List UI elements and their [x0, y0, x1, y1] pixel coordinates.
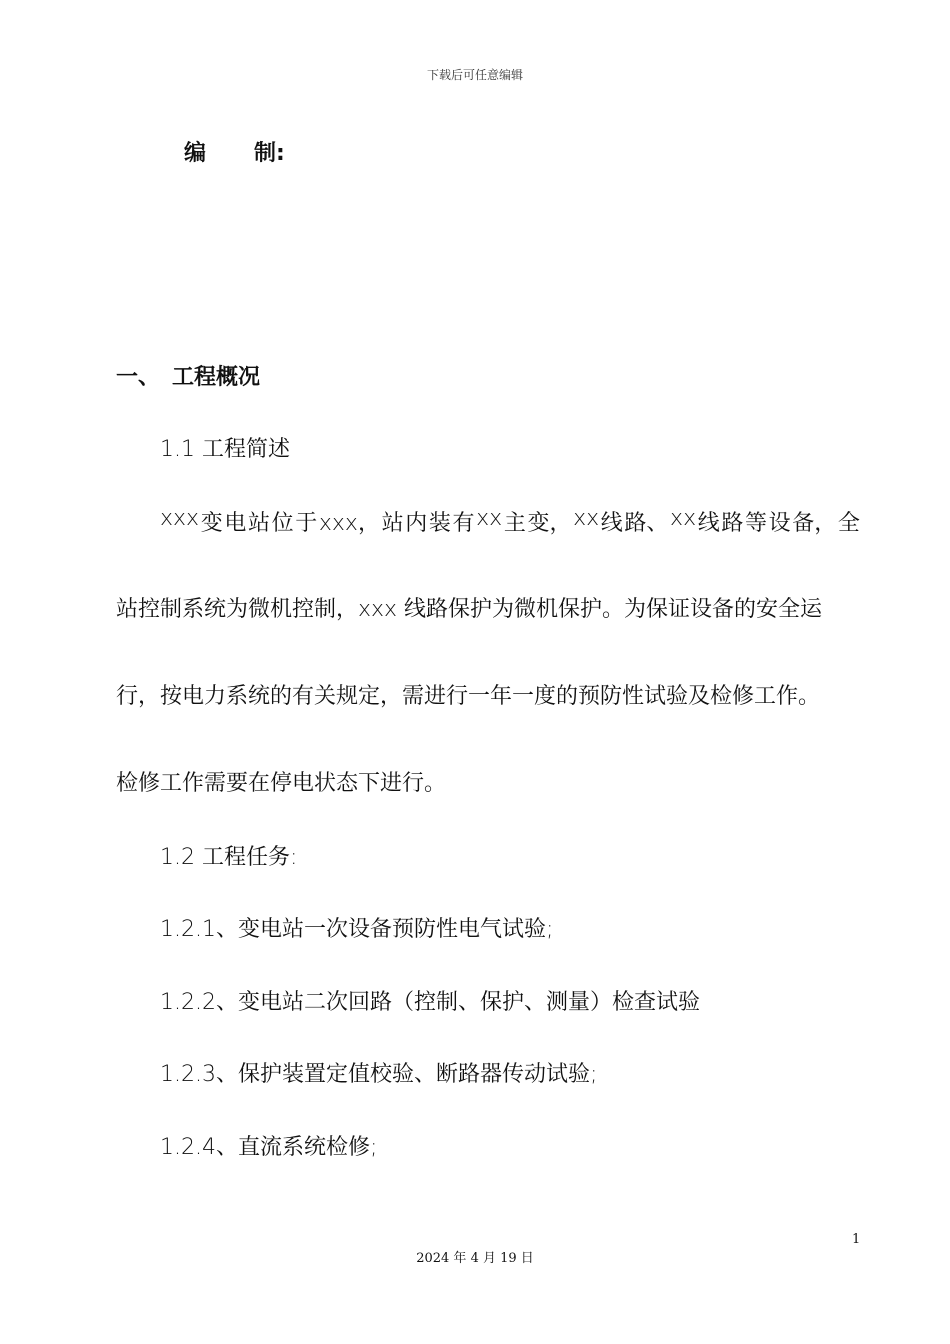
para-word: xxx， — [318, 511, 380, 536]
overview-para-line-4: 检修工作需要在停电状态下进行。 — [116, 771, 447, 796]
para-word: 主 — [503, 511, 526, 536]
compiler-label-b: 制: — [254, 141, 285, 166]
section-heading — [116, 360, 260, 391]
tasks-heading: 1.2 工程任务: — [160, 845, 298, 870]
section-title: 工程概况 — [172, 365, 261, 390]
para-word: xx — [573, 506, 600, 531]
task-item-4: 1.2.4、直流系统检修; — [160, 1135, 378, 1160]
para-word: 站 — [381, 511, 404, 536]
para-word: 电 — [224, 511, 247, 536]
task-item-3: 1.2.3、保护装置定值校验、断路器传动试验; — [160, 1062, 598, 1087]
overview-para-line-3: 行，按电力系统的有关规定，需进行一年一度的预防性试验及检修工作。 — [116, 684, 821, 709]
section-number: 一、 — [116, 365, 161, 390]
overview-para-line-1 — [160, 506, 860, 537]
para-word: 站 — [247, 511, 270, 536]
para-word: 位 — [271, 511, 294, 536]
para-word: xx — [670, 506, 697, 531]
header-note: 下载后可任意编辑 — [426, 68, 523, 82]
para-word: 变， — [527, 511, 572, 536]
para-word: xx — [476, 506, 503, 531]
compiler-label-a: 编 — [184, 141, 207, 166]
para-word: 全 — [837, 511, 860, 536]
para-word: 路 — [721, 511, 744, 536]
para-word: 有 — [452, 511, 475, 536]
para-word: 线 — [600, 511, 623, 536]
para-word: xxx — [160, 506, 200, 531]
para-word: 内 — [405, 511, 428, 536]
para-word: 等 — [745, 511, 768, 536]
para-word: 于 — [295, 511, 318, 536]
overview-para-line-2: 站控制系统为微机控制，xxx 线路保护为微机保护。为保证设备的安全运 — [116, 597, 823, 622]
footer-date: 2024 年 4 月 19 日 — [416, 1251, 534, 1266]
para-word: 路、 — [624, 511, 669, 536]
para-word: 装 — [428, 511, 451, 536]
task-item-1: 1.2.1、变电站一次设备预防性电气试验; — [160, 917, 554, 942]
para-word: 变 — [200, 511, 223, 536]
page-number: 1 — [852, 1232, 861, 1247]
para-word: 设 — [768, 511, 791, 536]
task-item-2: 1.2.2、变电站二次回路（控制、保护、测量）检查试验 — [160, 990, 700, 1015]
para-word: 线 — [697, 511, 720, 536]
overview-heading: 1.1 工程简述 — [160, 437, 290, 462]
para-word: 备， — [792, 511, 837, 536]
compiler-label — [184, 136, 285, 167]
